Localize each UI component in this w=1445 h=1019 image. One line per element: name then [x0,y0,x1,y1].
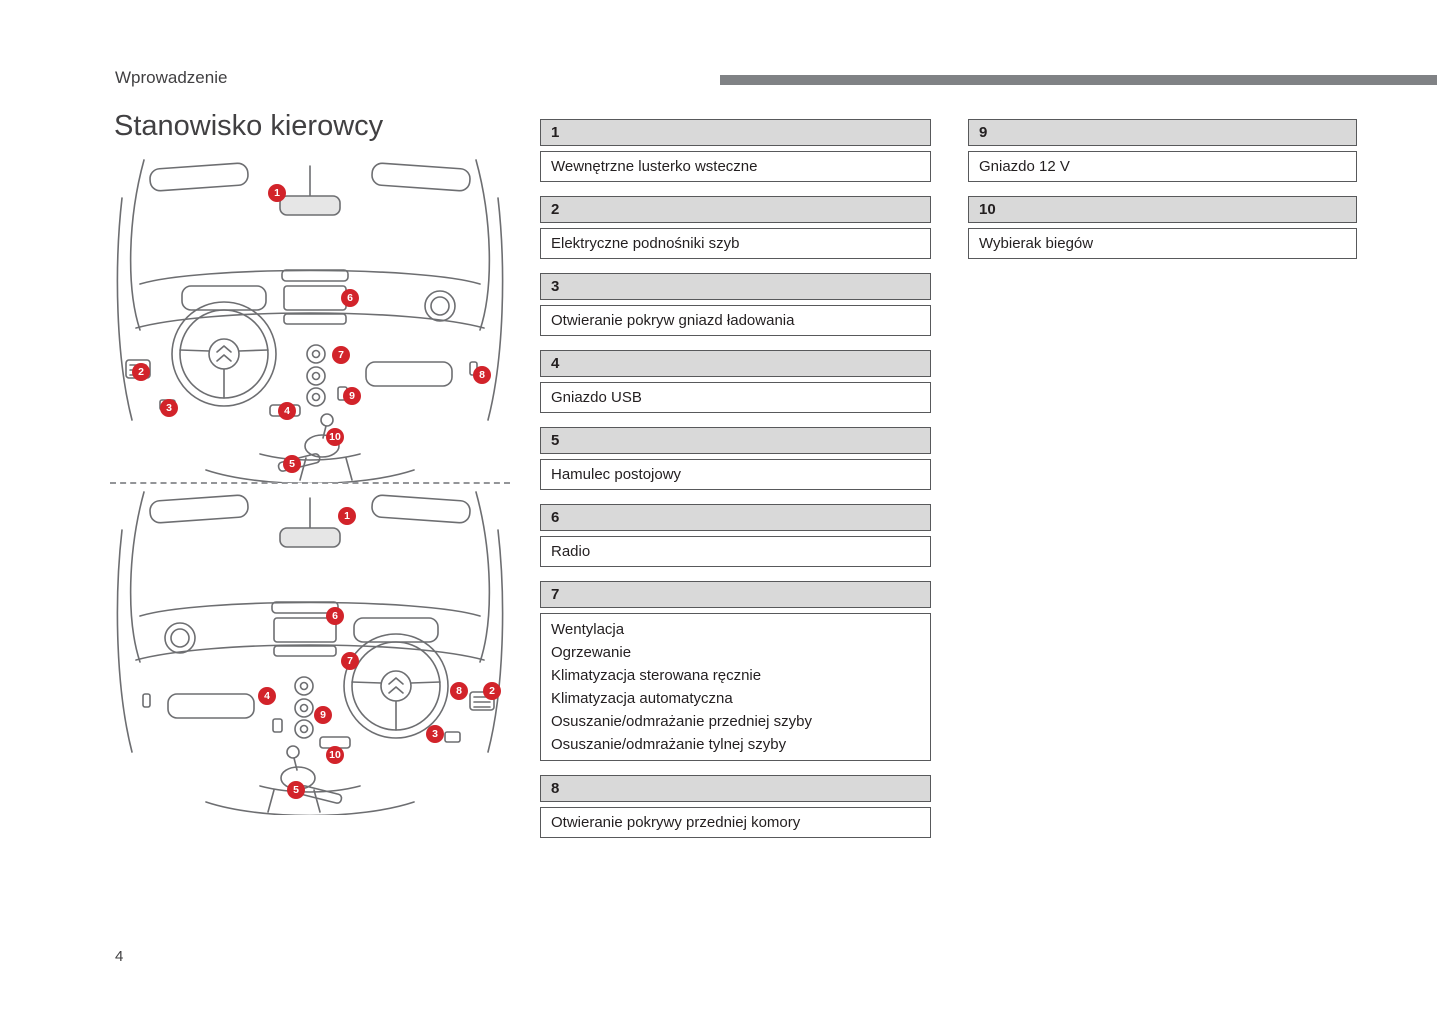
top-rule [720,75,1437,85]
legend-item-number: 8 [540,775,931,802]
page-number: 4 [115,948,124,965]
legend-item-text: Wybierak biegów [968,228,1357,259]
callout-marker-5: 5 [283,455,301,473]
legend-item-number: 2 [540,196,931,223]
callout-marker-8: 8 [473,366,491,384]
callout-marker-4: 4 [278,402,296,420]
callout-marker-1: 1 [338,507,356,525]
legend-item-3 [540,273,931,336]
callout-marker-8: 8 [450,682,468,700]
legend-item-number: 6 [540,504,931,531]
legend-item-line: Klimatyzacja automatyczna [551,690,733,707]
legend-item-text: Otwieranie pokrywy przedniej komory [540,807,931,838]
callout-marker-3: 3 [426,725,444,743]
legend-item-line: Wentylacja [551,621,625,638]
legend-item-line: Ogrzewanie [551,644,632,661]
callout-marker-6: 6 [341,289,359,307]
divider-dashed [110,482,510,484]
section-header: Wprowadzenie [115,68,228,87]
dashboard-illustration-bottom [110,490,510,815]
legend-item-text: Radio [540,536,931,567]
legend-item-line: Osuszanie/odmrażanie tylnej szyby [551,736,787,753]
legend-item-text: Gniazdo USB [540,382,931,413]
legend-item-number: 4 [540,350,931,377]
dashboard-illustration [110,158,510,813]
legend-item-text [540,613,931,761]
callout-marker-10: 10 [326,428,344,446]
legend-item-9 [968,119,1357,182]
legend-item-7 [540,581,931,761]
legend-item-10 [968,196,1357,259]
legend-item-8 [540,775,931,838]
legend-item-text: Elektryczne podnośniki szyb [540,228,931,259]
callout-marker-7: 7 [332,346,350,364]
callout-marker-3: 3 [160,399,178,417]
legend-item-number: 1 [540,119,931,146]
callout-marker-10: 10 [326,746,344,764]
callout-marker-9: 9 [314,706,332,724]
callout-marker-1: 1 [268,184,286,202]
legend-item-1 [540,119,931,182]
callout-marker-5: 5 [287,781,305,799]
legend-item-6 [540,504,931,567]
dashboard-illustration-top [110,158,510,483]
callout-marker-2: 2 [132,363,150,381]
legend-item-text: Hamulec postojowy [540,459,931,490]
legend-item-text: Gniazdo 12 V [968,151,1357,182]
callout-marker-2: 2 [483,682,501,700]
legend-item-line: Klimatyzacja sterowana ręcznie [551,667,762,684]
legend-column-right [968,119,1357,273]
legend-item-number: 5 [540,427,931,454]
legend-item-5 [540,427,931,490]
legend-item-text: Otwieranie pokryw gniazd ładowania [540,305,931,336]
callout-marker-9: 9 [343,387,361,405]
callout-marker-6: 6 [326,607,344,625]
legend-item-number: 9 [968,119,1357,146]
legend-item-text: Wewnętrzne lusterko wsteczne [540,151,931,182]
legend-item-4 [540,350,931,413]
callout-marker-4: 4 [258,687,276,705]
legend-column-middle [540,119,931,852]
legend-item-2 [540,196,931,259]
page-title: Stanowisko kierowcy [114,110,384,142]
callout-marker-7: 7 [341,652,359,670]
legend-item-number: 3 [540,273,931,300]
legend-item-number: 10 [968,196,1357,223]
legend-item-line: Osuszanie/odmrażanie przedniej szyby [551,713,812,730]
legend-item-number: 7 [540,581,931,608]
